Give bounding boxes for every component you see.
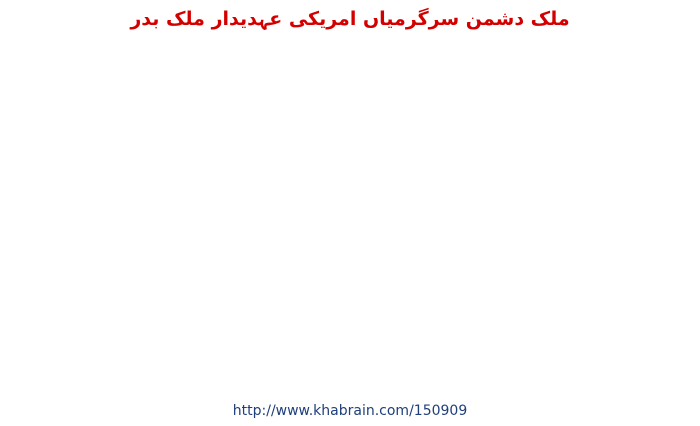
article-line (6, 64, 694, 88)
article-line (6, 88, 694, 112)
article-line (6, 112, 694, 136)
article-line (6, 160, 694, 184)
article-line (6, 376, 694, 400)
article-line (6, 280, 694, 304)
article-line (6, 352, 694, 376)
article-body (6, 40, 694, 400)
article-line (6, 184, 694, 208)
article-line (6, 256, 694, 280)
article-line (6, 136, 694, 160)
article-line (6, 208, 694, 232)
article-line (6, 328, 694, 352)
article-line (6, 232, 694, 256)
article-line (6, 40, 694, 64)
source-url: http://www.khabrain.com/150909 (232, 403, 468, 419)
headline: ملک دشمن سرگرمیاں امریکی عہدیدار ملک بدر (130, 8, 570, 30)
article-line (6, 304, 694, 328)
